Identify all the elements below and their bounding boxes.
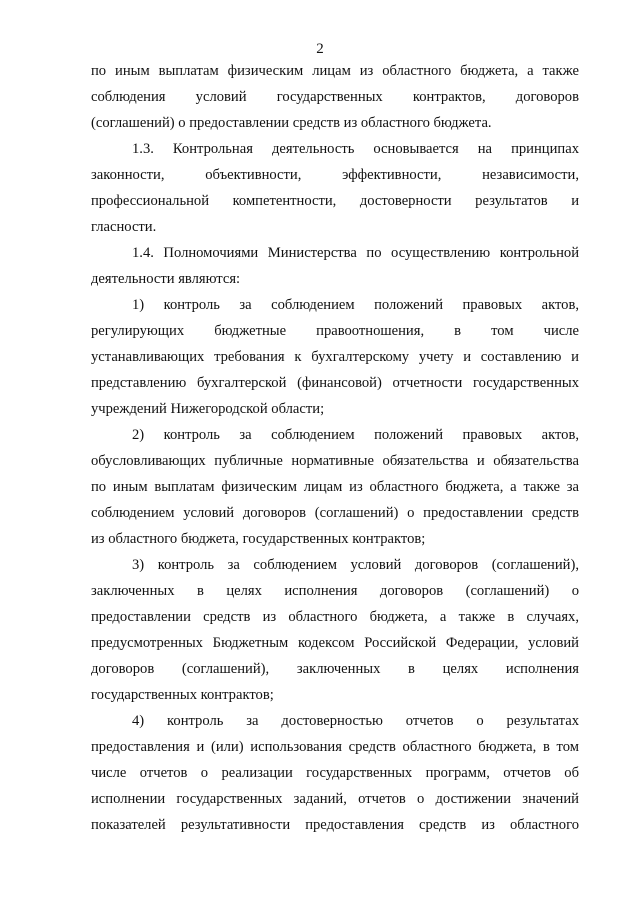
text-line: законности, объективности, эффективности, независимости, [91,167,579,183]
text-line: устанавливающих требования к бухгалтерскому учету и составлению и [91,349,579,365]
text-line: по иным выплатам физическим лицам из областного бюджета, а также за [91,479,579,495]
text-line: числе отчетов о реализации государственных программ, отчетов об [91,765,579,781]
text-line: 1.3. Контрольная деятельность основывается на принципах [132,141,579,157]
text-line: гласности. [91,219,157,235]
text-line: договоров (соглашений), заключенных в целях исполнения [91,661,579,677]
text-line: предоставления и (или) использования средств областного бюджета, в том [91,739,579,755]
text-line: предоставлении средств из областного бюджета, а также в случаях, [91,609,579,625]
text-line: государственных контрактов; [91,687,274,703]
text-line: 1) контроль за соблюдением положений правовых актов, [132,297,579,313]
text-line: обусловливающих публичные нормативные обязательства и обязательства [91,453,579,469]
text-line: исполнении государственных заданий, отчетов о достижении значений [91,791,579,807]
document-body [91,58,579,838]
text-line: показателей результативности предоставления средств из областного [91,817,579,833]
text-line: регулирующих бюджетные правоотношения, в том числе [91,323,579,339]
text-line: заключенных в целях исполнения договоров (соглашений) о [91,583,579,599]
text-line: по иным выплатам физическим лицам из областного бюджета, а также [91,63,579,79]
text-line: 1.4. Полномочиями Министерства по осуществлению контрольной [132,245,579,261]
text-line: профессиональной компетентности, достоверности результатов и [91,193,579,209]
page-number: 2 [316,41,324,57]
text-line: предусмотренных Бюджетным кодексом Российской Федерации, условий [91,635,579,651]
text-line: соблюдением условий договоров (соглашений) о предоставлении средств [91,505,579,521]
text-line: из областного бюджета, государственных контрактов; [91,531,426,547]
text-line: 2) контроль за соблюдением положений правовых актов, [132,427,579,443]
text-line: 3) контроль за соблюдением условий договоров (соглашений), [132,557,579,573]
text-line: (соглашений) о предоставлении средств из областного бюджета. [91,115,492,131]
text-line: деятельности являются: [91,271,241,287]
text-line: 4) контроль за достоверностью отчетов о результатах [132,713,579,729]
text-line: соблюдения условий государственных контрактов, договоров [91,89,579,105]
text-line: учреждений Нижегородской области; [91,401,325,417]
text-line: представлению бухгалтерской (финансовой) отчетности государственных [91,375,579,391]
